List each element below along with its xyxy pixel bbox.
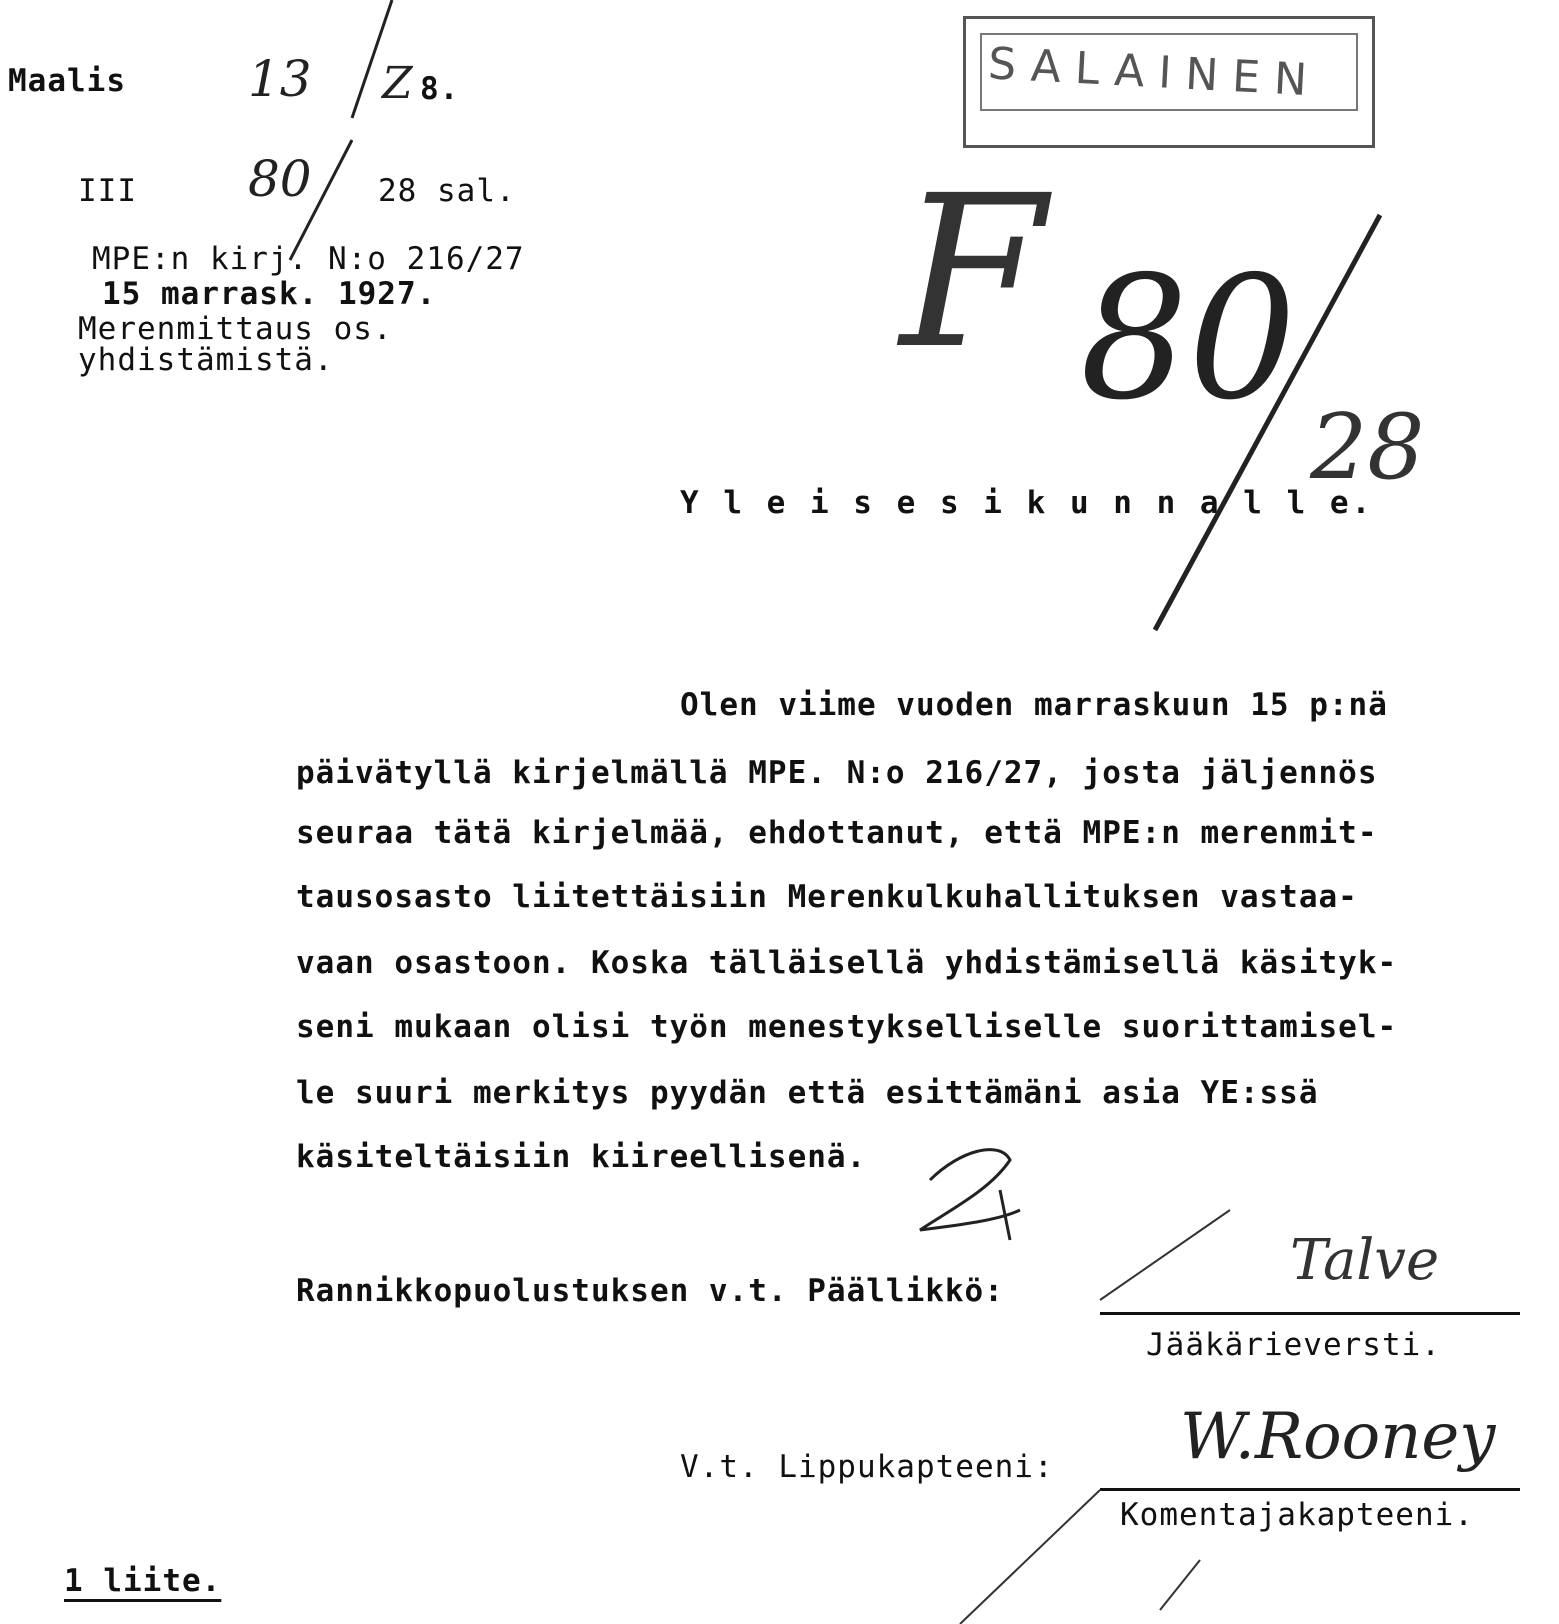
handwritten-signature: W.Rooney (1180, 1400, 1496, 1474)
body-line: päivätyllä kirjelmällä MPE. N:o 216/27, josta jäljennös (296, 755, 1378, 791)
body-line: tausosasto liitettäisiin Merenkulkuhallituksen vastaa- (296, 879, 1358, 915)
date-year-handwritten: Z (382, 58, 413, 109)
subject-line: Merenmittaus os. (78, 311, 393, 347)
stamp-text: SALAINEN (986, 38, 1323, 107)
signature-title: Rannikkopuolustuksen v.t. Päällikkö: (296, 1273, 1004, 1309)
ref-number-handwritten: 80 (248, 150, 312, 208)
handwritten-signature: Talve (1290, 1228, 1440, 1293)
pen-stroke (352, 0, 392, 118)
body-line: le suuri merkitys pyydän että esittämäni asia YE:ssä (296, 1075, 1319, 1111)
date-month: Maalis (8, 63, 126, 99)
body-line: seni mukaan olisi työn menestykselliselle suorittamisel- (296, 1009, 1398, 1045)
handwritten-ref-year: 28 (1310, 395, 1425, 500)
date-year-suffix: 8. (420, 71, 460, 107)
subject-line: yhdistämistä. (78, 342, 334, 378)
body-line: seuraa tätä kirjelmää, ehdottanut, että MPE:n merenmit- (296, 815, 1378, 851)
subject-line: 15 marrask. 1927. (102, 276, 437, 312)
signature-rank: Komentajakapteeni. (1120, 1497, 1474, 1533)
body-line: Olen viime vuoden marraskuun 15 p:nä (680, 687, 1388, 723)
handwritten-ref-letter: F (900, 150, 1046, 395)
signature-rank: Jääkärieversti. (1146, 1327, 1441, 1363)
ref-suffix: 28 sal. (378, 173, 516, 209)
date-day-handwritten: 13 (248, 50, 312, 108)
attachment-note: 1 liite. (64, 1563, 222, 1599)
pen-stroke (1100, 1210, 1230, 1300)
pen-stroke (1155, 215, 1380, 630)
signature-title: V.t. Lippukapteeni: (680, 1449, 1054, 1485)
body-line: käsiteltäisiin kiireellisenä. (296, 1139, 867, 1175)
pen-stroke (960, 1490, 1100, 1624)
initials-scribble (920, 1150, 1020, 1240)
pen-stroke (1160, 1560, 1200, 1610)
ref-prefix: III (78, 173, 137, 209)
subject-line: MPE:n kirj. N:o 216/27 (92, 241, 525, 277)
body-line: vaan osastoon. Koska tälläisellä yhdistämisellä käsityk- (296, 945, 1398, 981)
addressee: Y l e i s e s i k u n n a l l e. (680, 485, 1374, 521)
pen-stroke (290, 140, 352, 260)
handwritten-ref-number: 80 (1080, 240, 1297, 438)
